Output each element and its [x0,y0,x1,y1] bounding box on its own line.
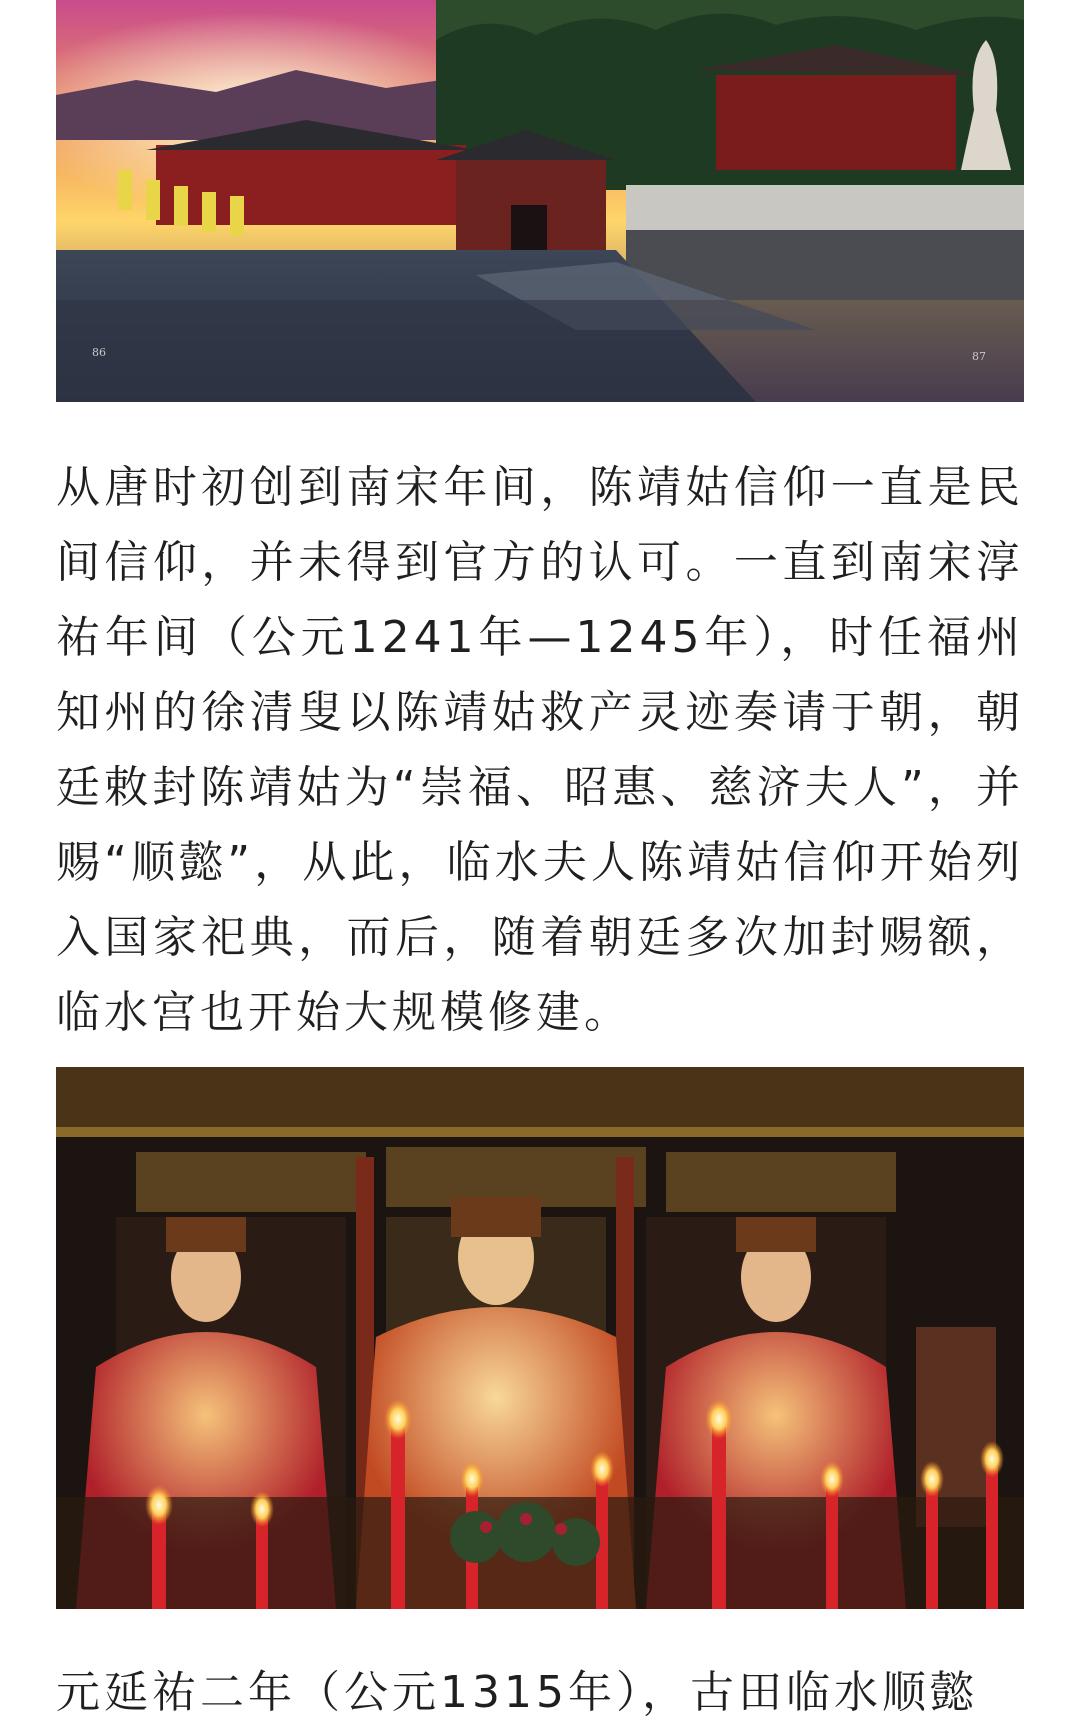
article-paragraph: 从唐时初创到南宋年间，陈靖姑信仰一直是民间信仰，并未得到官方的认可。一直到南宋淳祐年间（公元1241年—1245年），时任福州知州的徐清叟以陈靖姑救产灵迹奏请于朝，朝廷敕封陈靖姑为“崇福、昭惠、慈济夫人”，并赐“顺懿”，从此，临水夫人陈靖姑信仰开始列入国家祀典，而后，随着朝廷多次加封赐额，临水宫也开始大规模修建。 [56,462,1024,1038]
article-paragraph: 元延祐二年（公元1315年），古田临水顺懿 [56,1667,978,1718]
page-number-left: 86 [92,346,106,359]
statues-photo [56,1067,1024,1609]
page-number-right: 87 [972,350,986,363]
temple-photo [56,0,1024,402]
